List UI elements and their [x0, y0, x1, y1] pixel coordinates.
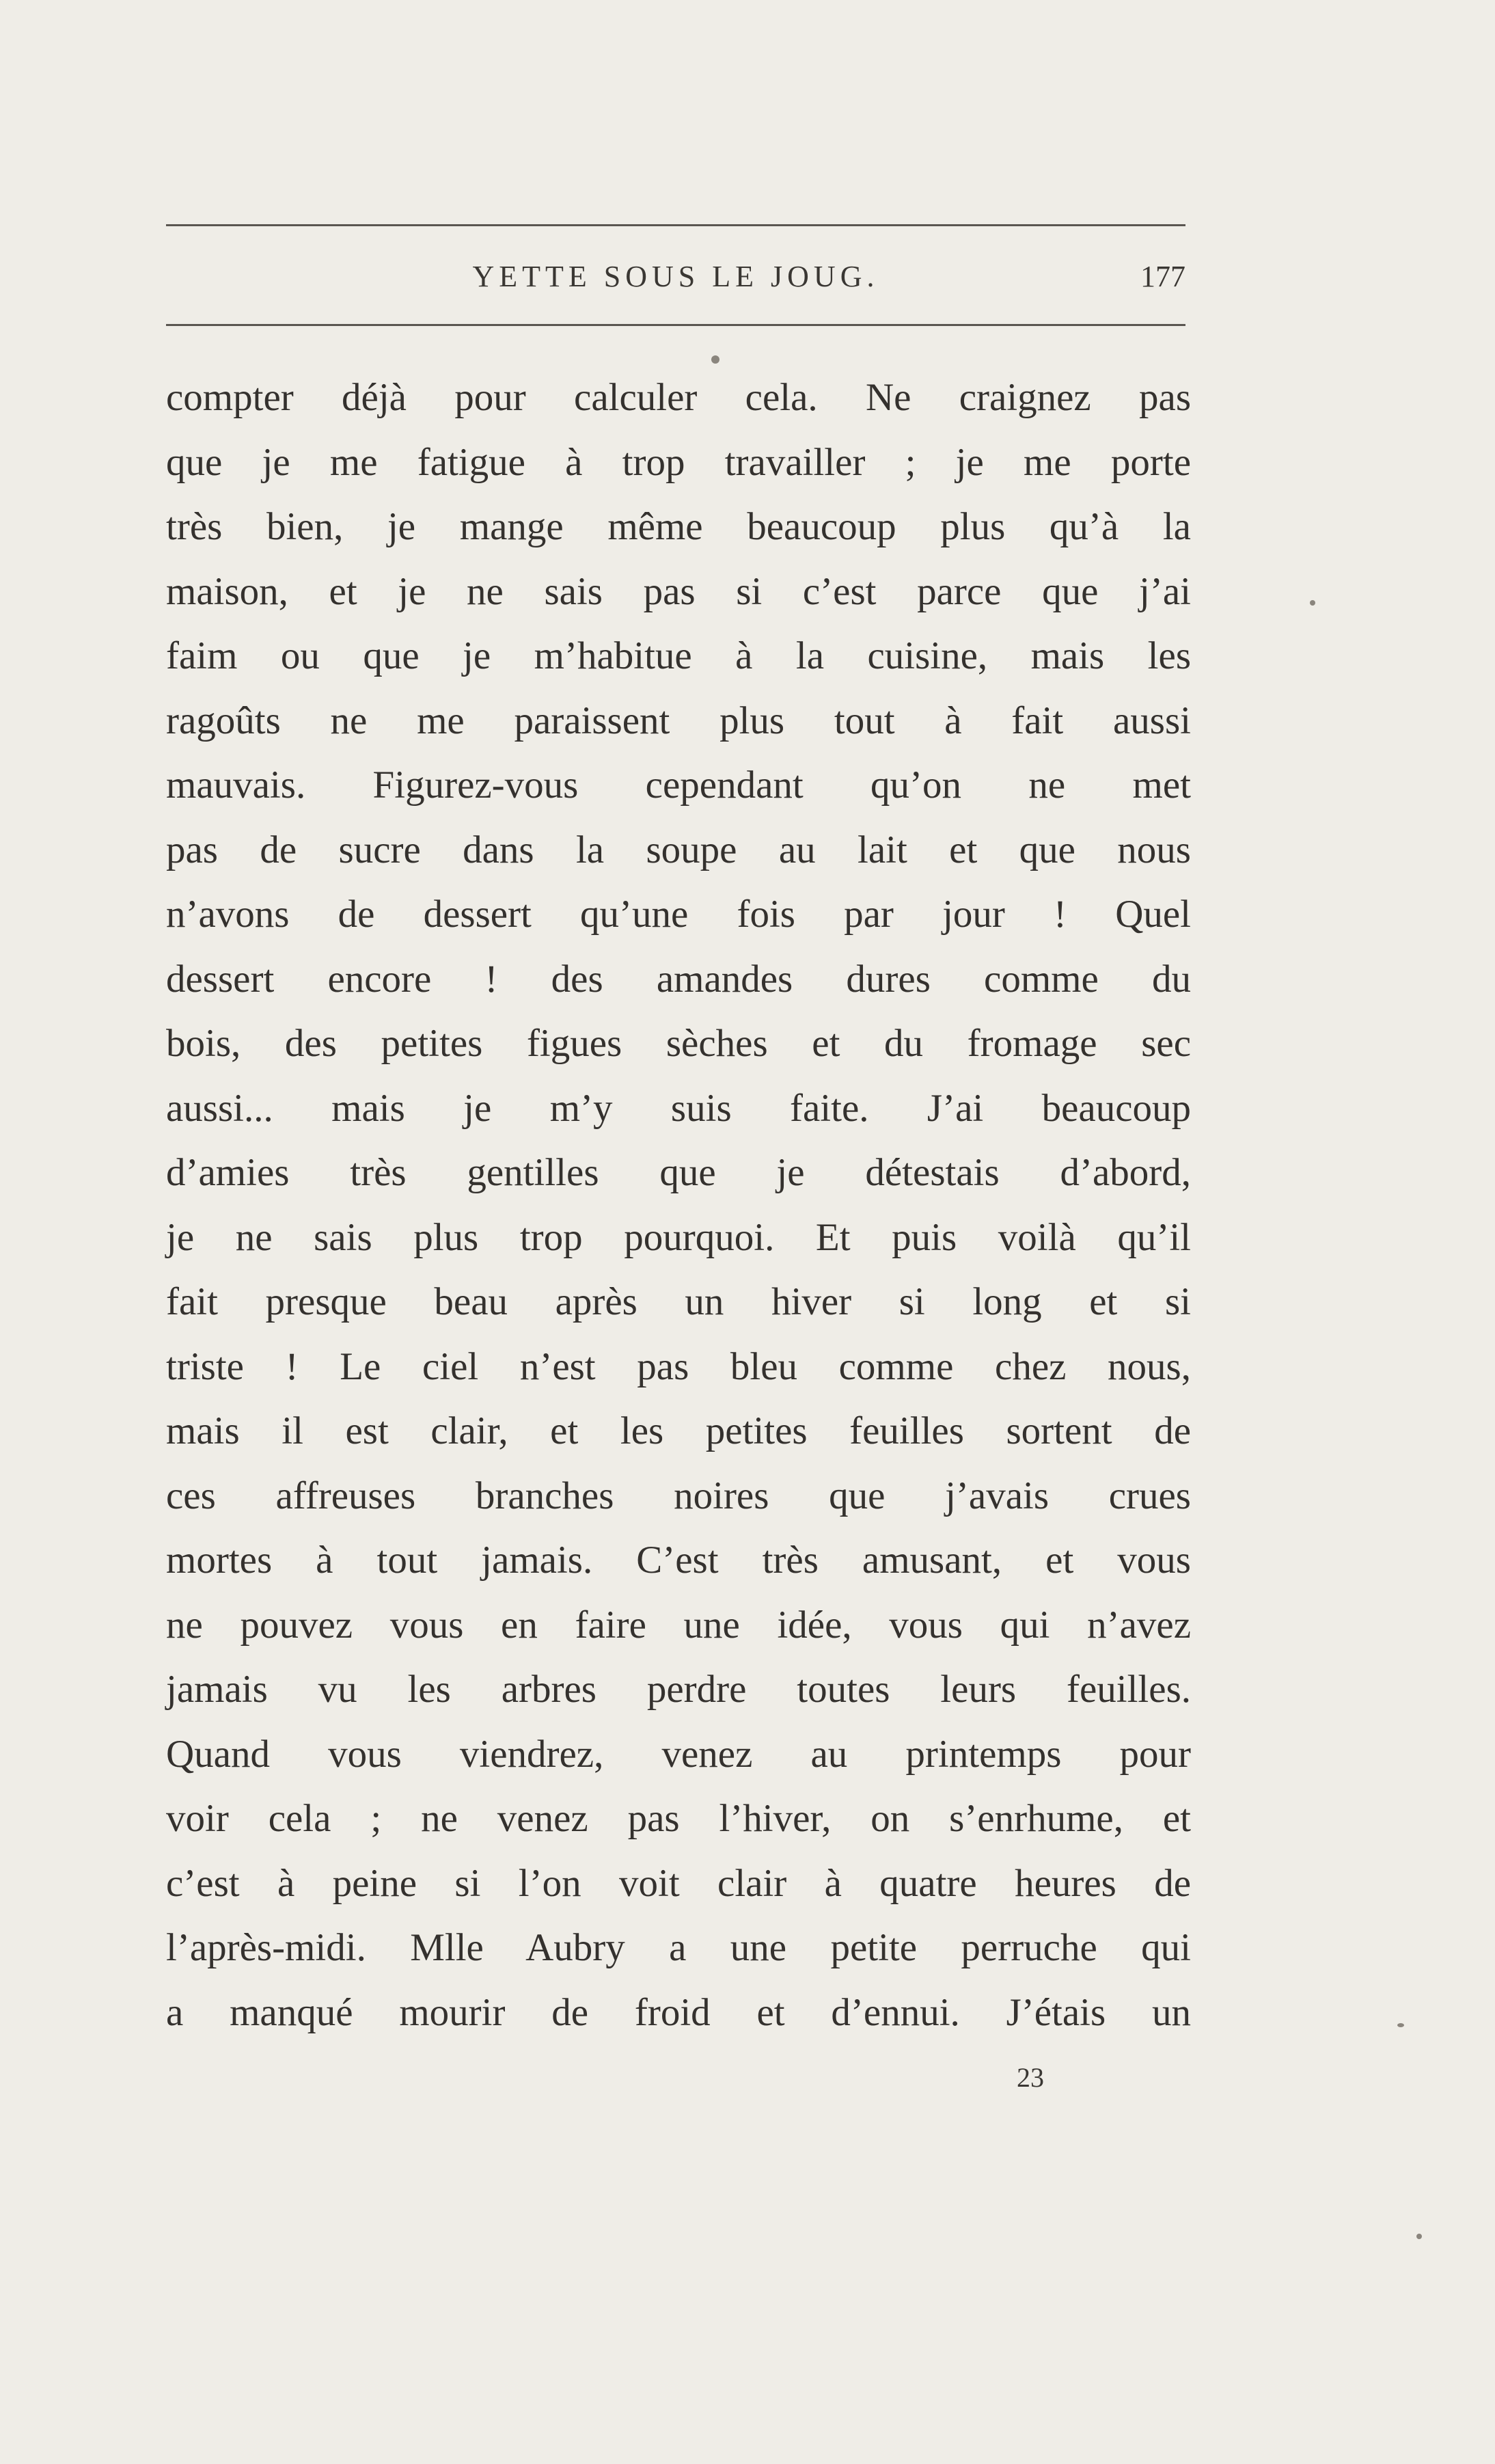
text-line: dessert encore ! des amandes dures comme du [166, 957, 1191, 1001]
text-line: maison, et je ne sais pas si c’est parce que j’ai [166, 569, 1191, 613]
text-line: jamais vu les arbres perdre toutes leurs feuilles. [166, 1668, 1191, 1711]
text-line: je ne sais plus trop pourquoi. Et puis voilà qu’il [166, 1215, 1191, 1259]
text-line: mais il est clair, et les petites feuilles sortent de [166, 1409, 1191, 1452]
paper-speck [1416, 2234, 1422, 2239]
body-text [166, 366, 1191, 2045]
text-line: bois, des petites figues sèches et du fromage sec [166, 1022, 1191, 1065]
text-line: mortes à tout jamais. C’est très amusant, et vous [166, 1539, 1191, 1582]
text-line: voir cela ; ne venez pas l’hiver, on s’enrhume, et [166, 1797, 1191, 1840]
text-line: très bien, je mange même beaucoup plus qu’à la [166, 505, 1191, 548]
text-line: ces affreuses branches noires que j’avais crues [166, 1474, 1191, 1517]
text-line: compter déjà pour calculer cela. Ne craignez pas [166, 376, 1191, 419]
text-line: mauvais. Figurez-vous cependant qu’on ne met [166, 763, 1191, 807]
header-top-rule [166, 224, 1185, 226]
text-line: que je me fatigue à trop travailler ; je me porte [166, 440, 1191, 484]
text-line: l’après-midi. Mlle Aubry a une petite perruche qui [166, 1926, 1191, 1969]
text-line: fait presque beau après un hiver si long et si [166, 1280, 1191, 1323]
paper-speck [711, 355, 719, 364]
text-line: c’est à peine si l’on voit clair à quatre heures de [166, 1861, 1191, 1905]
header-bottom-rule [166, 324, 1185, 326]
text-line: Quand vous viendrez, venez au printemps pour [166, 1732, 1191, 1776]
running-title: YETTE SOUS LE JOUG. [472, 260, 879, 293]
running-head [166, 253, 1185, 301]
paper-speck [1310, 600, 1315, 606]
text-line: a manqué mourir de froid et d’ennui. J’étais un [166, 1990, 1191, 2034]
text-line: faim ou que je m’habitue à la cuisine, mais les [166, 634, 1191, 677]
text-line: ne pouvez vous en faire une idée, vous qui n’avez [166, 1603, 1191, 1647]
text-line: n’avons de dessert qu’une fois par jour ! Quel [166, 893, 1191, 936]
signature-mark: 23 [1017, 2062, 1044, 2093]
text-line: ragoûts ne me paraissent plus tout à fait aussi [166, 699, 1191, 742]
text-line: aussi... mais je m’y suis faite. J’ai beaucoup [166, 1086, 1191, 1130]
text-line: triste ! Le ciel n’est pas bleu comme chez nous, [166, 1344, 1191, 1388]
paper-speck [1397, 2023, 1404, 2027]
page-number: 177 [1140, 260, 1185, 293]
text-line: pas de sucre dans la soupe au lait et que nous [166, 828, 1191, 871]
text-line: d’amies très gentilles que je détestais d’abord, [166, 1151, 1191, 1194]
